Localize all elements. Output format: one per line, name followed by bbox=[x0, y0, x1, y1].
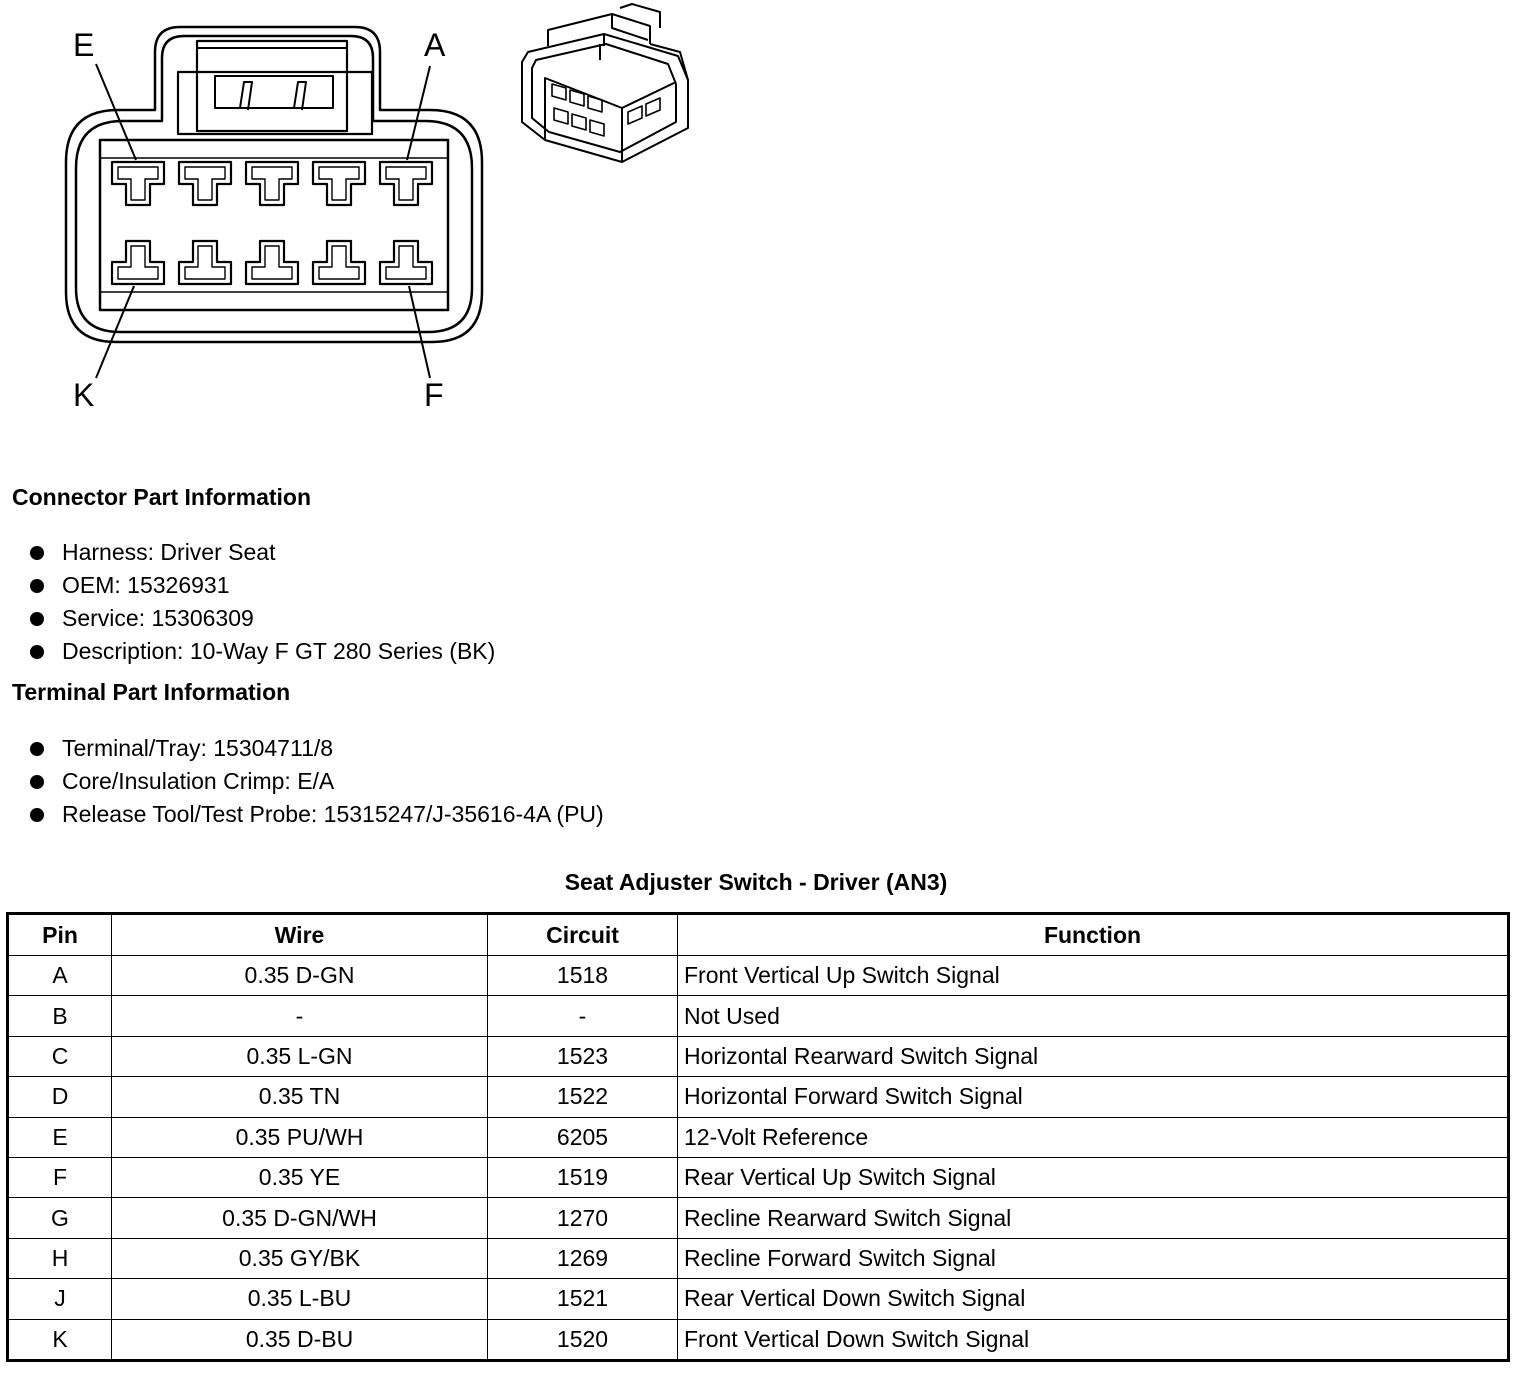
list-item-text: Terminal/Tray: 15304711/8 bbox=[62, 735, 334, 761]
circuit-cell: - bbox=[488, 996, 678, 1036]
column-header-circuit: Circuit bbox=[488, 914, 678, 956]
wire-cell: - bbox=[112, 996, 488, 1036]
wire-cell: 0.35 TN bbox=[112, 1077, 488, 1117]
list-item bbox=[28, 536, 495, 569]
pin-cell: E bbox=[8, 1117, 112, 1157]
pin-cell: C bbox=[8, 1036, 112, 1076]
bullet-icon bbox=[30, 546, 44, 560]
circuit-cell: 1521 bbox=[488, 1279, 678, 1319]
pin-cell: G bbox=[8, 1198, 112, 1238]
table-title: Seat Adjuster Switch - Driver (AN3) bbox=[564, 869, 948, 895]
pin-label-f: F bbox=[424, 377, 444, 413]
column-header-wire: Wire bbox=[112, 914, 488, 956]
function-cell: Rear Vertical Up Switch Signal bbox=[678, 1157, 1509, 1197]
table-row bbox=[8, 1036, 1509, 1076]
bullet-icon bbox=[30, 742, 44, 756]
function-cell: Rear Vertical Down Switch Signal bbox=[678, 1279, 1509, 1319]
terminal-info-list bbox=[28, 732, 604, 831]
function-cell: Horizontal Forward Switch Signal bbox=[678, 1077, 1509, 1117]
table-row bbox=[8, 1117, 1509, 1157]
circuit-cell: 1520 bbox=[488, 1319, 678, 1360]
list-item-text: Description: 10-Way F GT 280 Series (BK) bbox=[62, 638, 496, 664]
wire-cell: 0.35 D-GN bbox=[112, 956, 488, 996]
pin-cell: D bbox=[8, 1077, 112, 1117]
pin-cell: A bbox=[8, 956, 112, 996]
circuit-cell: 1518 bbox=[488, 956, 678, 996]
table-header-row bbox=[8, 914, 1509, 956]
wire-cell: 0.35 D-GN/WH bbox=[112, 1198, 488, 1238]
function-cell: Front Vertical Down Switch Signal bbox=[678, 1319, 1509, 1360]
list-item bbox=[28, 602, 495, 635]
table-row bbox=[8, 1279, 1509, 1319]
list-item bbox=[28, 569, 495, 602]
list-item bbox=[28, 635, 495, 668]
table-row bbox=[8, 1238, 1509, 1278]
column-header-function: Function bbox=[678, 914, 1509, 956]
list-item-text: Core/Insulation Crimp: E/A bbox=[62, 768, 335, 794]
bullet-icon bbox=[30, 579, 44, 593]
bullet-icon bbox=[30, 775, 44, 789]
connector-info-heading: Connector Part Information bbox=[12, 484, 312, 510]
circuit-cell: 1270 bbox=[488, 1198, 678, 1238]
wire-cell: 0.35 PU/WH bbox=[112, 1117, 488, 1157]
list-item bbox=[28, 732, 604, 765]
wire-cell: 0.35 L-BU bbox=[112, 1279, 488, 1319]
pin-label-a: A bbox=[424, 27, 446, 63]
circuit-cell: 1523 bbox=[488, 1036, 678, 1076]
terminal-info-heading: Terminal Part Information bbox=[12, 679, 291, 705]
circuit-cell: 1519 bbox=[488, 1157, 678, 1197]
table-row bbox=[8, 1198, 1509, 1238]
circuit-cell: 1269 bbox=[488, 1238, 678, 1278]
pin-label-e: E bbox=[73, 27, 95, 63]
function-cell: Horizontal Rearward Switch Signal bbox=[678, 1036, 1509, 1076]
column-header-pin: Pin bbox=[8, 914, 112, 956]
wire-cell: 0.35 L-GN bbox=[112, 1036, 488, 1076]
pin-cell: J bbox=[8, 1279, 112, 1319]
table-row bbox=[8, 956, 1509, 996]
table-row bbox=[8, 1157, 1509, 1197]
bullet-icon bbox=[30, 645, 44, 659]
table-row bbox=[8, 1077, 1509, 1117]
pin-cell: F bbox=[8, 1157, 112, 1197]
list-item bbox=[28, 798, 604, 831]
connector-diagram bbox=[0, 0, 760, 440]
table-row bbox=[8, 1319, 1509, 1360]
function-cell: Recline Rearward Switch Signal bbox=[678, 1198, 1509, 1238]
list-item-text: OEM: 15326931 bbox=[62, 572, 230, 598]
bullet-icon bbox=[30, 612, 44, 626]
wire-cell: 0.35 YE bbox=[112, 1157, 488, 1197]
list-item-text: Harness: Driver Seat bbox=[62, 539, 276, 565]
pin-cell: K bbox=[8, 1319, 112, 1360]
wire-cell: 0.35 D-BU bbox=[112, 1319, 488, 1360]
connector-info-list bbox=[28, 536, 495, 668]
list-item-text: Service: 15306309 bbox=[62, 605, 254, 631]
function-cell: Recline Forward Switch Signal bbox=[678, 1238, 1509, 1278]
function-cell: Front Vertical Up Switch Signal bbox=[678, 956, 1509, 996]
function-cell: 12-Volt Reference bbox=[678, 1117, 1509, 1157]
bullet-icon bbox=[30, 808, 44, 822]
circuit-cell: 6205 bbox=[488, 1117, 678, 1157]
pin-label-k: K bbox=[73, 377, 95, 413]
circuit-cell: 1522 bbox=[488, 1077, 678, 1117]
table-row bbox=[8, 996, 1509, 1036]
list-item-text: Release Tool/Test Probe: 15315247/J-35616-4A (PU) bbox=[62, 801, 604, 827]
list-item bbox=[28, 765, 604, 798]
wire-cell: 0.35 GY/BK bbox=[112, 1238, 488, 1278]
pinout-table bbox=[6, 912, 1510, 1362]
pin-cell: B bbox=[8, 996, 112, 1036]
pin-cell: H bbox=[8, 1238, 112, 1278]
function-cell: Not Used bbox=[678, 996, 1509, 1036]
